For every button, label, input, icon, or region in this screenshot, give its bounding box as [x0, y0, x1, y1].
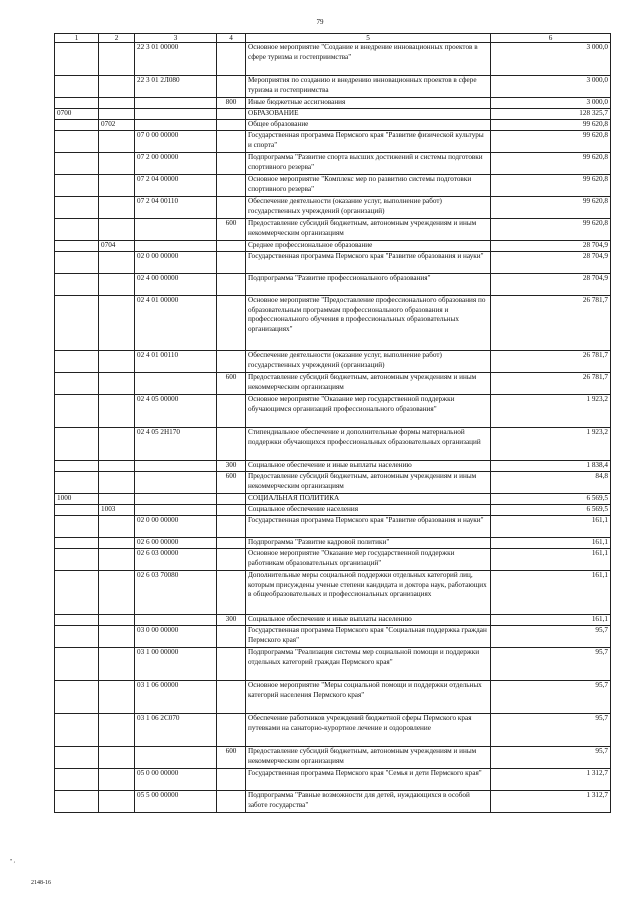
expense-type-code-cell	[217, 681, 246, 714]
target-article-code-cell: 07 0 00 00000	[135, 131, 217, 153]
amount-cell: 99 620,8	[491, 197, 611, 219]
header-col-3: 3	[135, 34, 217, 43]
item-name-cell: СОЦИАЛЬНАЯ ПОЛИТИКА	[246, 494, 491, 505]
item-name-cell: ОБРАЗОВАНИЕ	[246, 109, 491, 120]
item-name-cell: Государственная программа Пермского края "Социальная поддержка граждан Пермского края"	[246, 626, 491, 648]
table-row	[55, 175, 611, 197]
table-row	[55, 428, 611, 461]
item-name-cell: Предоставление субсидий бюджетным, автономным учреждениям и иным некоммерческим организациям	[246, 747, 491, 769]
section-code-cell	[55, 153, 99, 175]
subsection-code-cell	[99, 516, 135, 538]
amount-cell: 128 325,7	[491, 109, 611, 120]
target-article-code-cell: 02 0 00 00000	[135, 252, 217, 274]
subsection-code-cell: 0702	[99, 120, 135, 131]
target-article-code-cell: 02 6 00 00000	[135, 538, 217, 549]
expense-type-code-cell	[217, 274, 246, 296]
amount-cell: 1 312,7	[491, 791, 611, 813]
item-name-cell: Дополнительные меры социальной поддержки отдельных категорий лиц, которым присуждены ученые степени кандидата и доктора наук, работающих в общеобразовательных и профессиональных организациях	[246, 571, 491, 615]
item-name-cell: Мероприятия по созданию и внедрению инновационных проектов в сфере туризма и гостеприимства	[246, 76, 491, 98]
header-col-4: 4	[217, 34, 246, 43]
subsection-code-cell	[99, 769, 135, 791]
target-article-code-cell: 03 0 00 00000	[135, 626, 217, 648]
item-name-cell: Обеспечение деятельности (оказание услуг, выполнение работ) государственных учреждений (организаций)	[246, 351, 491, 373]
table-row	[55, 538, 611, 549]
target-article-code-cell	[135, 615, 217, 626]
expense-type-code-cell: 300	[217, 615, 246, 626]
subsection-code-cell	[99, 131, 135, 153]
amount-cell: 1 312,7	[491, 769, 611, 791]
target-article-code-cell: 02 0 00 00000	[135, 516, 217, 538]
amount-cell: 3 000,0	[491, 76, 611, 98]
table-row	[55, 197, 611, 219]
section-code-cell	[55, 120, 99, 131]
section-code-cell	[55, 472, 99, 494]
table-row	[55, 76, 611, 98]
expense-type-code-cell	[217, 120, 246, 131]
target-article-code-cell: 07 2 04 00110	[135, 197, 217, 219]
table-row	[55, 241, 611, 252]
subsection-code-cell	[99, 549, 135, 571]
subsection-code-cell	[99, 219, 135, 241]
amount-cell: 1 923,2	[491, 428, 611, 461]
target-article-code-cell: 02 6 03 70080	[135, 571, 217, 615]
section-code-cell	[55, 769, 99, 791]
section-code-cell	[55, 296, 99, 351]
amount-cell: 3 000,0	[491, 98, 611, 109]
expense-type-code-cell	[217, 351, 246, 373]
target-article-code-cell	[135, 373, 217, 395]
amount-cell: 95,7	[491, 626, 611, 648]
item-name-cell: Основное мероприятие "Создание и внедрение инновационных проектов в сфере туризма и гостеприимства"	[246, 43, 491, 76]
target-article-code-cell: 02 4 00 00000	[135, 274, 217, 296]
section-code-cell: 1000	[55, 494, 99, 505]
section-code-cell	[55, 241, 99, 252]
expense-type-code-cell: 300	[217, 461, 246, 472]
section-code-cell	[55, 516, 99, 538]
amount-cell: 1 923,2	[491, 395, 611, 428]
budget-table	[54, 33, 611, 813]
table-row	[55, 219, 611, 241]
target-article-code-cell: 02 6 03 00000	[135, 549, 217, 571]
expense-type-code-cell	[217, 175, 246, 197]
amount-cell: 28 704,9	[491, 252, 611, 274]
subsection-code-cell	[99, 791, 135, 813]
item-name-cell: Государственная программа Пермского края "Развитие образования и науки"	[246, 516, 491, 538]
section-code-cell	[55, 395, 99, 428]
item-name-cell: Предоставление субсидий бюджетным, автономным учреждениям и иным некоммерческим организациям	[246, 219, 491, 241]
section-code-cell	[55, 76, 99, 98]
item-name-cell: Социальное обеспечение и иные выплаты населению	[246, 461, 491, 472]
expense-type-code-cell	[217, 43, 246, 76]
expense-type-code-cell	[217, 516, 246, 538]
item-name-cell: Государственная программа Пермского края "Развитие физической культуры и спорта"	[246, 131, 491, 153]
target-article-code-cell: 22 3 01 2Л080	[135, 76, 217, 98]
subsection-code-cell	[99, 472, 135, 494]
target-article-code-cell	[135, 505, 217, 516]
subsection-code-cell	[99, 274, 135, 296]
amount-cell: 95,7	[491, 648, 611, 681]
expense-type-code-cell	[217, 428, 246, 461]
subsection-code-cell	[99, 395, 135, 428]
section-code-cell	[55, 538, 99, 549]
expense-type-code-cell	[217, 648, 246, 681]
table-row	[55, 626, 611, 648]
amount-cell: 161,1	[491, 516, 611, 538]
item-name-cell: Основное мероприятие "Оказание мер государственной поддержки работникам образовательных организаций"	[246, 549, 491, 571]
section-code-cell	[55, 791, 99, 813]
table-row	[55, 505, 611, 516]
item-name-cell: Подпрограмма "Развитие спорта высших достижений и системы подготовки спортивного резерва"	[246, 153, 491, 175]
table-body	[55, 43, 611, 813]
table-row	[55, 769, 611, 791]
expense-type-code-cell: 600	[217, 219, 246, 241]
amount-cell: 26 781,7	[491, 373, 611, 395]
section-code-cell	[55, 98, 99, 109]
section-code-cell	[55, 714, 99, 747]
table-row	[55, 153, 611, 175]
target-article-code-cell: 02 4 01 00000	[135, 296, 217, 351]
section-code-cell	[55, 131, 99, 153]
item-name-cell: Социальное обеспечение и иные выплаты населению	[246, 615, 491, 626]
amount-cell: 1 838,4	[491, 461, 611, 472]
table-row	[55, 373, 611, 395]
amount-cell: 6 569,5	[491, 494, 611, 505]
header-col-5: 5	[246, 34, 491, 43]
item-name-cell: Обеспечение работников учреждений бюджетной сферы Пермского края путевками на санаторно-курортное лечение и оздоровление	[246, 714, 491, 747]
target-article-code-cell	[135, 747, 217, 769]
section-code-cell	[55, 274, 99, 296]
table-row	[55, 43, 611, 76]
header-col-1: 1	[55, 34, 99, 43]
table-row	[55, 681, 611, 714]
amount-cell: 84,8	[491, 472, 611, 494]
item-name-cell: Предоставление субсидий бюджетным, автономным учреждениям и иным некоммерческим организациям	[246, 472, 491, 494]
section-code-cell	[55, 571, 99, 615]
subsection-code-cell	[99, 98, 135, 109]
target-article-code-cell	[135, 219, 217, 241]
section-code-cell	[55, 219, 99, 241]
item-name-cell: Обеспечение деятельности (оказание услуг, выполнение работ) государственных учреждений (организаций)	[246, 197, 491, 219]
table-row	[55, 274, 611, 296]
amount-cell: 99 620,8	[491, 120, 611, 131]
item-name-cell: Стипендиальное обеспечение и дополнительные формы материальной поддержки обучающихся профессиональных образовательных организаций	[246, 428, 491, 461]
expense-type-code-cell: 800	[217, 98, 246, 109]
expense-type-code-cell	[217, 549, 246, 571]
amount-cell: 26 781,7	[491, 296, 611, 351]
section-code-cell	[55, 175, 99, 197]
item-name-cell: Государственная программа Пермского края "Семья и дети Пермского края"	[246, 769, 491, 791]
section-code-cell	[55, 505, 99, 516]
item-name-cell: Подпрограмма "Развитие профессионального образования"	[246, 274, 491, 296]
subsection-code-cell	[99, 296, 135, 351]
target-article-code-cell	[135, 241, 217, 252]
page-number: 79	[316, 18, 324, 26]
subsection-code-cell	[99, 197, 135, 219]
item-name-cell: Основное мероприятие "Предоставление профессионального образования по образовательным программам профессионального образования и профессионального обучения в профессиональных образовательных организациях"	[246, 296, 491, 351]
subsection-code-cell	[99, 538, 135, 549]
table-row	[55, 648, 611, 681]
subsection-code-cell	[99, 43, 135, 76]
subsection-code-cell	[99, 461, 135, 472]
amount-cell: 95,7	[491, 681, 611, 714]
target-article-code-cell	[135, 472, 217, 494]
item-name-cell: Основное мероприятие "Комплекс мер по развитию системы подготовки спортивного резерва"	[246, 175, 491, 197]
subsection-code-cell: 1003	[99, 505, 135, 516]
subsection-code-cell	[99, 428, 135, 461]
table-row	[55, 109, 611, 120]
subsection-code-cell	[99, 714, 135, 747]
amount-cell: 95,7	[491, 747, 611, 769]
target-article-code-cell: 03 1 06 00000	[135, 681, 217, 714]
target-article-code-cell: 03 1 06 2С070	[135, 714, 217, 747]
amount-cell: 161,1	[491, 549, 611, 571]
amount-cell: 99 620,8	[491, 219, 611, 241]
subsection-code-cell	[99, 76, 135, 98]
subsection-code-cell	[99, 175, 135, 197]
table-row	[55, 461, 611, 472]
target-article-code-cell	[135, 461, 217, 472]
item-name-cell: Среднее профессиональное образование	[246, 241, 491, 252]
section-code-cell	[55, 351, 99, 373]
amount-cell: 3 000,0	[491, 43, 611, 76]
amount-cell: 28 704,9	[491, 274, 611, 296]
table-row	[55, 395, 611, 428]
table-row	[55, 98, 611, 109]
expense-type-code-cell	[217, 76, 246, 98]
item-name-cell: Подпрограмма "Равные возможности для детей, нуждающихся в особой заботе государства"	[246, 791, 491, 813]
expense-type-code-cell	[217, 505, 246, 516]
amount-cell: 26 781,7	[491, 351, 611, 373]
subsection-code-cell	[99, 615, 135, 626]
subsection-code-cell	[99, 571, 135, 615]
section-code-cell	[55, 428, 99, 461]
item-name-cell: Государственная программа Пермского края "Развитие образования и науки"	[246, 252, 491, 274]
expense-type-code-cell	[217, 153, 246, 175]
expense-type-code-cell	[217, 241, 246, 252]
expense-type-code-cell	[217, 131, 246, 153]
section-code-cell	[55, 373, 99, 395]
amount-cell: 28 704,9	[491, 241, 611, 252]
section-code-cell	[55, 626, 99, 648]
expense-type-code-cell	[217, 769, 246, 791]
expense-type-code-cell	[217, 626, 246, 648]
footer-stamp: 2148-16	[31, 880, 51, 886]
target-article-code-cell	[135, 109, 217, 120]
amount-cell: 6 569,5	[491, 505, 611, 516]
item-name-cell: Иные бюджетные ассигнования	[246, 98, 491, 109]
item-name-cell: Социальное обеспечение населения	[246, 505, 491, 516]
item-name-cell: Основное мероприятие "Меры социальной помощи и поддержки отдельных категорий населения Пермского края"	[246, 681, 491, 714]
subsection-code-cell	[99, 373, 135, 395]
section-code-cell	[55, 648, 99, 681]
target-article-code-cell: 07 2 04 00000	[135, 175, 217, 197]
section-code-cell: 0700	[55, 109, 99, 120]
table-row	[55, 791, 611, 813]
item-name-cell: Предоставление субсидий бюджетным, автономным учреждениям и иным некоммерческим организациям	[246, 373, 491, 395]
subsection-code-cell	[99, 681, 135, 714]
table-row	[55, 120, 611, 131]
section-code-cell	[55, 549, 99, 571]
table-row	[55, 472, 611, 494]
target-article-code-cell	[135, 494, 217, 505]
table-row	[55, 494, 611, 505]
amount-cell: 95,7	[491, 714, 611, 747]
table-row	[55, 131, 611, 153]
table-row	[55, 516, 611, 538]
target-article-code-cell: 05 0 00 00000	[135, 769, 217, 791]
table-row	[55, 714, 611, 747]
section-code-cell	[55, 615, 99, 626]
header-col-2: 2	[99, 34, 135, 43]
expense-type-code-cell	[217, 538, 246, 549]
subsection-code-cell: 0704	[99, 241, 135, 252]
amount-cell: 99 620,8	[491, 131, 611, 153]
target-article-code-cell: 05 5 00 00000	[135, 791, 217, 813]
item-name-cell: Основное мероприятие "Оказание мер государственной поддержки обучающимся организаций профессионального образования"	[246, 395, 491, 428]
expense-type-code-cell	[217, 571, 246, 615]
amount-cell: 99 620,8	[491, 175, 611, 197]
target-article-code-cell: 02 4 01 00110	[135, 351, 217, 373]
target-article-code-cell: 03 1 00 00000	[135, 648, 217, 681]
expense-type-code-cell	[217, 252, 246, 274]
target-article-code-cell: 02 4 05 00000	[135, 395, 217, 428]
item-name-cell: Подпрограмма "Развитие кадровой политики"	[246, 538, 491, 549]
margin-marks: • ,	[10, 858, 16, 864]
table-row	[55, 296, 611, 351]
expense-type-code-cell	[217, 714, 246, 747]
section-code-cell	[55, 252, 99, 274]
expense-type-code-cell	[217, 296, 246, 351]
target-article-code-cell	[135, 120, 217, 131]
expense-type-code-cell	[217, 395, 246, 428]
section-code-cell	[55, 747, 99, 769]
item-name-cell: Подпрограмма "Реализация системы мер социальной помощи и поддержки отдельных категорий граждан Пермского края"	[246, 648, 491, 681]
subsection-code-cell	[99, 626, 135, 648]
section-code-cell	[55, 461, 99, 472]
table-row	[55, 571, 611, 615]
table-row	[55, 252, 611, 274]
expense-type-code-cell: 600	[217, 747, 246, 769]
item-name-cell: Общее образование	[246, 120, 491, 131]
header-row	[55, 34, 611, 43]
expense-type-code-cell: 600	[217, 472, 246, 494]
subsection-code-cell	[99, 351, 135, 373]
subsection-code-cell	[99, 648, 135, 681]
table-row	[55, 549, 611, 571]
section-code-cell	[55, 43, 99, 76]
amount-cell: 99 620,8	[491, 153, 611, 175]
target-article-code-cell: 07 2 00 00000	[135, 153, 217, 175]
expense-type-code-cell	[217, 791, 246, 813]
subsection-code-cell	[99, 252, 135, 274]
target-article-code-cell: 02 4 05 2Н170	[135, 428, 217, 461]
amount-cell: 161,1	[491, 615, 611, 626]
subsection-code-cell	[99, 109, 135, 120]
expense-type-code-cell	[217, 109, 246, 120]
table-row	[55, 747, 611, 769]
section-code-cell	[55, 681, 99, 714]
target-article-code-cell: 22 3 01 00000	[135, 43, 217, 76]
section-code-cell	[55, 197, 99, 219]
amount-cell: 161,1	[491, 538, 611, 549]
subsection-code-cell	[99, 747, 135, 769]
table-row	[55, 351, 611, 373]
amount-cell: 161,1	[491, 571, 611, 615]
target-article-code-cell	[135, 98, 217, 109]
expense-type-code-cell: 600	[217, 373, 246, 395]
subsection-code-cell	[99, 153, 135, 175]
table-row	[55, 615, 611, 626]
subsection-code-cell	[99, 494, 135, 505]
expense-type-code-cell	[217, 197, 246, 219]
expense-type-code-cell	[217, 494, 246, 505]
header-col-6: 6	[491, 34, 611, 43]
